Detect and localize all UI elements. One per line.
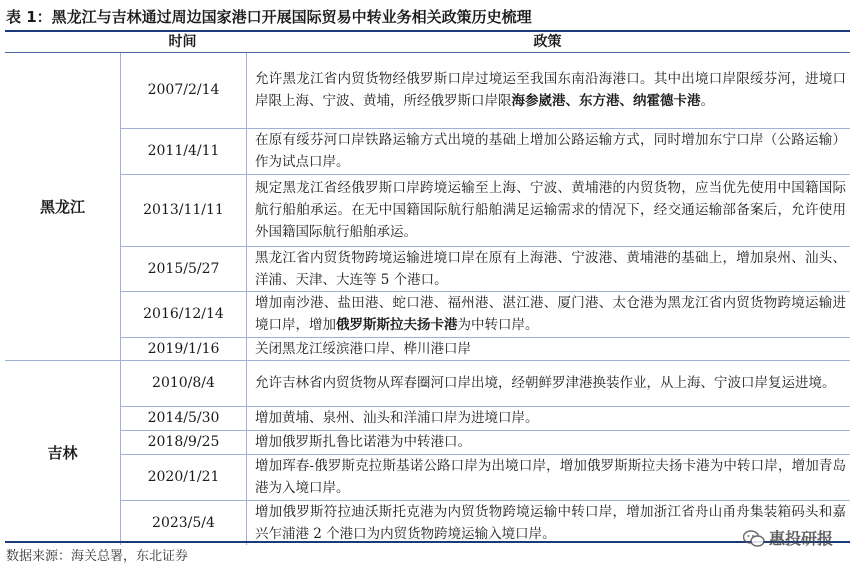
row-policy: 规定黑龙江省经俄罗斯口岸跨境运输至上海、宁波、黄埔港的内贸货物，应当优先使用中国籍国际航行船舶承运。在无中国籍国际航行船舶满足运输需求的情况下，经交通运输部备案后，允许使用外国籍国际航行船舶承运。 [247, 174, 851, 246]
table-row [5, 337, 850, 360]
row-policy: 增加俄罗斯扎鲁比诺港为中转港口。 [247, 430, 851, 454]
policy-table [5, 53, 850, 545]
row-date: 2015/5/27 [121, 246, 247, 291]
row-policy: 关闭黑龙江绥滨港口岸、桦川港口岸 [247, 337, 851, 360]
row-policy: 增加南沙港、盐田港、蛇口港、福州港、湛江港、厦门港、太仓港为黑龙江省内贸货物跨境运输进境口岸，增加俄罗斯斯拉夫扬卡港为中转口岸。 [247, 291, 851, 337]
header-policy: 政策 [533, 34, 562, 50]
bottom-rule [5, 541, 850, 543]
row-date: 2011/4/11 [121, 128, 247, 174]
row-policy: 在原有绥芬河口岸铁路运输方式出境的基础上增加公路运输方式，同时增加东宁口岸（公路运输）作为试点口岸。 [247, 128, 851, 174]
row-date: 2020/1/21 [121, 454, 247, 500]
row-date: 2016/12/14 [121, 291, 247, 337]
row-date: 2019/1/16 [121, 337, 247, 360]
row-policy: 允许黑龙江省内贸货物经俄罗斯口岸过境运至我国东南沿海港口。其中出境口岸限绥芬河，进境口岸限上海、宁波、黄埔，所经俄罗斯口岸限海参崴港、东方港、纳霍德卡港。 [247, 53, 851, 128]
row-date: 2010/8/4 [121, 360, 247, 406]
table-row [5, 291, 850, 337]
header-time: 时间 [168, 34, 197, 50]
table-row [5, 246, 850, 291]
row-policy: 黑龙江省内贸货物跨境运输进境口岸在原有上海港、宁波港、黄埔港的基础上，增加泉州、汕头、洋浦、天津、大连等 5 个港口。 [247, 246, 851, 291]
table-title: 表 1：黑龙江与吉林通过周边国家港口开展国际贸易中转业务相关政策历史梳理 [6, 8, 532, 26]
row-date: 2013/11/11 [121, 174, 247, 246]
row-policy: 增加珲春-俄罗斯克拉斯基诺公路口岸为出境口岸，增加俄罗斯斯拉夫扬卡港为中转口岸，增加青岛港为入境口岸。 [247, 454, 851, 500]
table-row [5, 500, 850, 545]
province-jilin: 吉林 [5, 360, 121, 545]
province-heilongjiang: 黑龙江 [39, 197, 85, 216]
table-row [5, 128, 850, 174]
row-date: 2018/9/25 [121, 430, 247, 454]
watermark-text: 惠投研报 [768, 529, 833, 548]
table-row [5, 360, 850, 406]
table-row [5, 454, 850, 500]
row-policy: 增加俄罗斯符拉迪沃斯托克港为内贸货物跨境运输中转口岸，增加浙江省舟山甬舟集装箱码头和嘉兴乍浦港 2 个港口为内贸货物跨境运输入境口岸。 [247, 500, 851, 545]
wechat-icon [743, 530, 765, 548]
row-date: 2014/5/30 [121, 406, 247, 430]
row-policy: 增加黄埔、泉州、汕头和洋浦口岸为进境口岸。 [247, 406, 851, 430]
table-row [5, 406, 850, 430]
row-date: 2007/2/14 [121, 53, 247, 128]
row-policy: 允许吉林省内贸货物从珲春圈河口岸出境，经朝鲜罗津港换装作业，从上海、宁波口岸复运进境。 [247, 360, 851, 406]
table-row [5, 53, 850, 128]
watermark [743, 526, 833, 552]
table-row [5, 174, 850, 246]
data-source: 数据来源：海关总署，东北证券 [6, 549, 189, 564]
table-row [5, 430, 850, 454]
row-date: 2023/5/4 [121, 500, 247, 545]
